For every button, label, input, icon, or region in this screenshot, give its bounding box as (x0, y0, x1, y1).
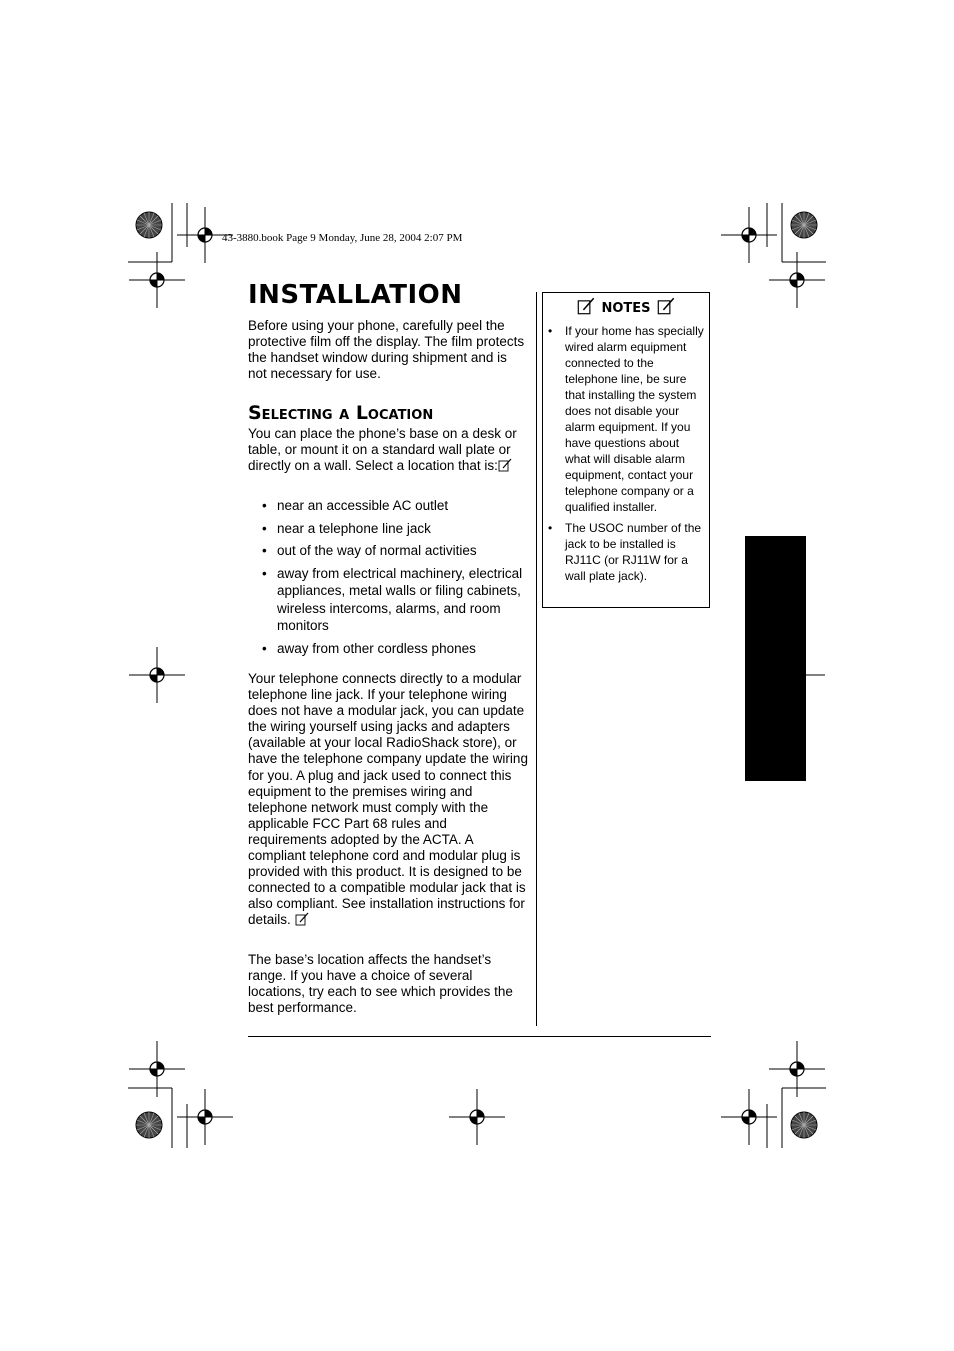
note-pen-icon (295, 912, 309, 930)
registration-mark-icon (769, 1041, 825, 1097)
list-item: • away from other cordless phones (262, 640, 528, 658)
registration-mark-icon (129, 252, 185, 308)
color-wheel-icon (136, 1112, 162, 1138)
note-pen-icon (577, 297, 595, 319)
notes-heading: NOTES (601, 300, 651, 316)
print-header-meta: 43-3880.book Page 9 Monday, June 28, 2004 2:07 PM (222, 232, 463, 244)
registration-mark-icon (129, 647, 185, 703)
section-thumb-tab (745, 536, 806, 781)
location-lead-paragraph (248, 426, 528, 476)
list-item: • near a telephone line jack (262, 520, 528, 538)
wiring-text: Your telephone connects directly to a modular telephone line jack. If your telephone wiring does not have a modular jack, you can update the wiring yourself using jacks and adapters (available at your local RadioShack store), or have the telephone company update the wiring for you. A plug and jack used to connect this equipment to the premises wiring and telephone network must comply with the applicable FCC Part 68 rules and requirements adopted by the ACTA. A compliant telephone cord and modular plug is provided with this product. It is designed to be connected to a compatible modular jack that is also compliant. See installation instructions for details. (248, 671, 528, 928)
wiring-paragraph (248, 671, 528, 931)
range-paragraph: The base’s location affects the handset’s range. If you have a choice of several locations, try each to see which provides the best performance. (248, 952, 513, 1016)
notes-header (543, 297, 709, 319)
location-list (262, 497, 528, 662)
list-item: • near an accessible AC outlet (262, 497, 528, 515)
notes-list (548, 323, 706, 589)
list-item: • The USOC number of the jack to be installed is RJ11C (or RJ11W for a wall plate jack). (548, 520, 706, 584)
column-divider (536, 292, 537, 1026)
list-item: • out of the way of normal activities (262, 542, 528, 560)
registration-mark-icon (177, 1089, 233, 1145)
intro-paragraph: Before using your phone, carefully peel the protective film off the display. The film protects the handset window during shipment and is not necessary for use. (248, 318, 525, 382)
registration-mark-icon (721, 1089, 777, 1145)
page-title: INSTALLATION (248, 280, 463, 310)
note-pen-icon (657, 297, 675, 319)
list-item: • If your home has specially wired alarm equipment connected to the telephone line, be sure that installing the system does not disable your alarm equipment. If you have questions about what will disable alarm equipment, contact your telephone company or a qualified installer. (548, 323, 706, 515)
color-wheel-icon (791, 1112, 817, 1138)
registration-mark-icon (769, 252, 825, 308)
registration-mark-icon (449, 1089, 505, 1145)
registration-mark-icon (721, 207, 777, 263)
notes-box (542, 292, 710, 608)
section-heading: Selecting a Location (248, 402, 434, 424)
color-wheel-icon (791, 212, 817, 238)
footer-rule (248, 1036, 711, 1037)
color-wheel-icon (136, 212, 162, 238)
location-lead-text: You can place the phone’s base on a desk or table, or mount it on a standard wall plate or directly on a wall. Select a location that is: (248, 426, 517, 474)
list-item: • away from electrical machinery, electrical appliances, metal walls or filing cabinets, wireless intercoms, alarms, and room monitors (262, 565, 528, 635)
note-pen-icon (498, 458, 512, 476)
registration-mark-icon (129, 1041, 185, 1097)
